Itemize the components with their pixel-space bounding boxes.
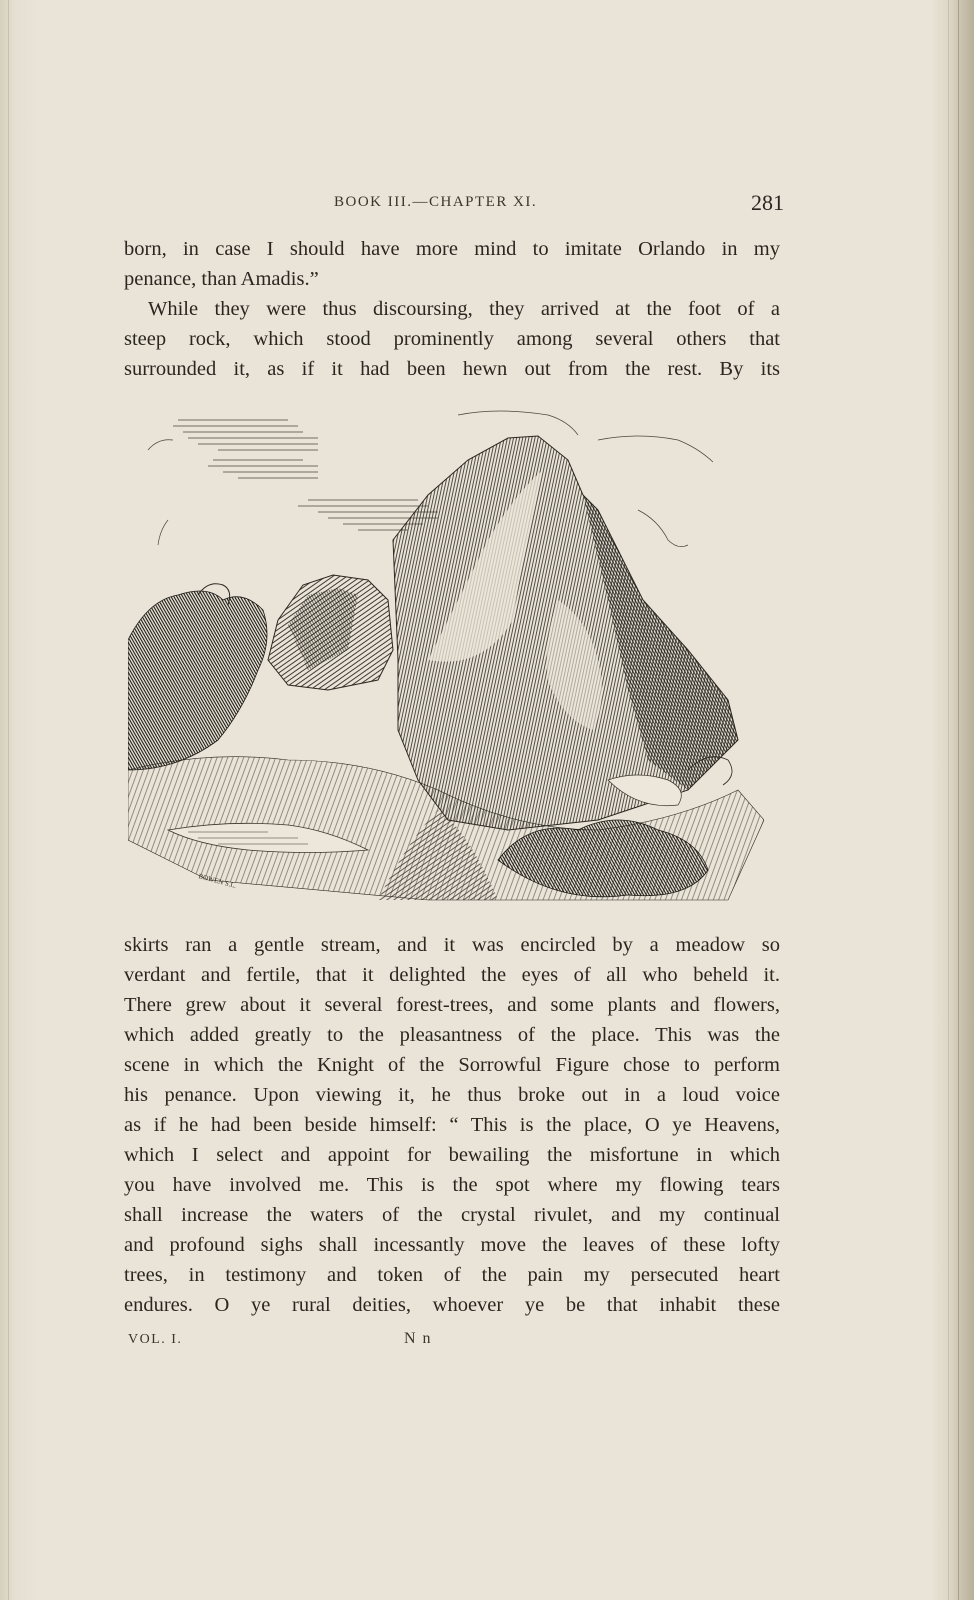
- text-line: shall increase the waters of the crystal rivulet, and my continual: [124, 1204, 780, 1226]
- text-line: steep rock, which stood prominently among several others that: [124, 328, 780, 350]
- running-head: BOOK III.—CHAPTER XI.: [334, 194, 538, 210]
- page-edge-right-outer: [958, 0, 959, 1600]
- text-line: penance, than Amadis.”: [124, 268, 319, 290]
- text-line: born, in case I should have more mind to imitate Orlando in my: [124, 238, 780, 260]
- text-line: his penance. Upon viewing it, he thus broke out in a loud voice: [124, 1084, 780, 1106]
- page-edge-left: [8, 0, 9, 1600]
- text-line: which added greatly to the pleasantness of the place. This was the: [124, 1024, 780, 1046]
- rock-landscape-engraving: [128, 400, 764, 920]
- page-number: 281: [751, 190, 784, 215]
- text-line: and profound sighs shall incessantly move the leaves of these lofty: [124, 1234, 780, 1256]
- volume-mark: VOL. I.: [128, 1332, 183, 1347]
- text-line: surrounded it, as if it had been hewn out from the rest. By its: [124, 358, 780, 380]
- text-line: While they were thus discoursing, they arrived at the foot of a: [148, 298, 780, 320]
- text-line: which I select and appoint for bewailing the misfortune in which: [124, 1144, 780, 1166]
- text-line: verdant and fertile, that it delighted the eyes of all who beheld it.: [124, 964, 780, 986]
- page-header: [124, 190, 784, 220]
- text-line: as if he had been beside himself: “ This is the place, O ye Heavens,: [124, 1114, 780, 1136]
- text-line: endures. O ye rural deities, whoever ye be that inhabit these: [124, 1294, 780, 1316]
- text-line: scene in which the Knight of the Sorrowful Figure chose to perform: [124, 1054, 780, 1076]
- bottom-text-block: [124, 930, 780, 1320]
- page-footer: [124, 1330, 784, 1354]
- engraver-mark: BOWEN S.L.: [197, 872, 238, 891]
- text-line: There grew about it several forest-trees, and some plants and flowers,: [124, 994, 780, 1016]
- signature-mark: N n: [404, 1330, 433, 1347]
- left-trees: [128, 591, 267, 770]
- text-line: you have involved me. This is the spot where my flowing tears: [124, 1174, 780, 1196]
- top-text-block: [124, 234, 780, 384]
- text-line: skirts ran a gentle stream, and it was encircled by a meadow so: [124, 934, 780, 956]
- text-line: trees, in testimony and token of the pain my persecuted heart: [124, 1264, 780, 1286]
- page-edge-right: [948, 0, 949, 1600]
